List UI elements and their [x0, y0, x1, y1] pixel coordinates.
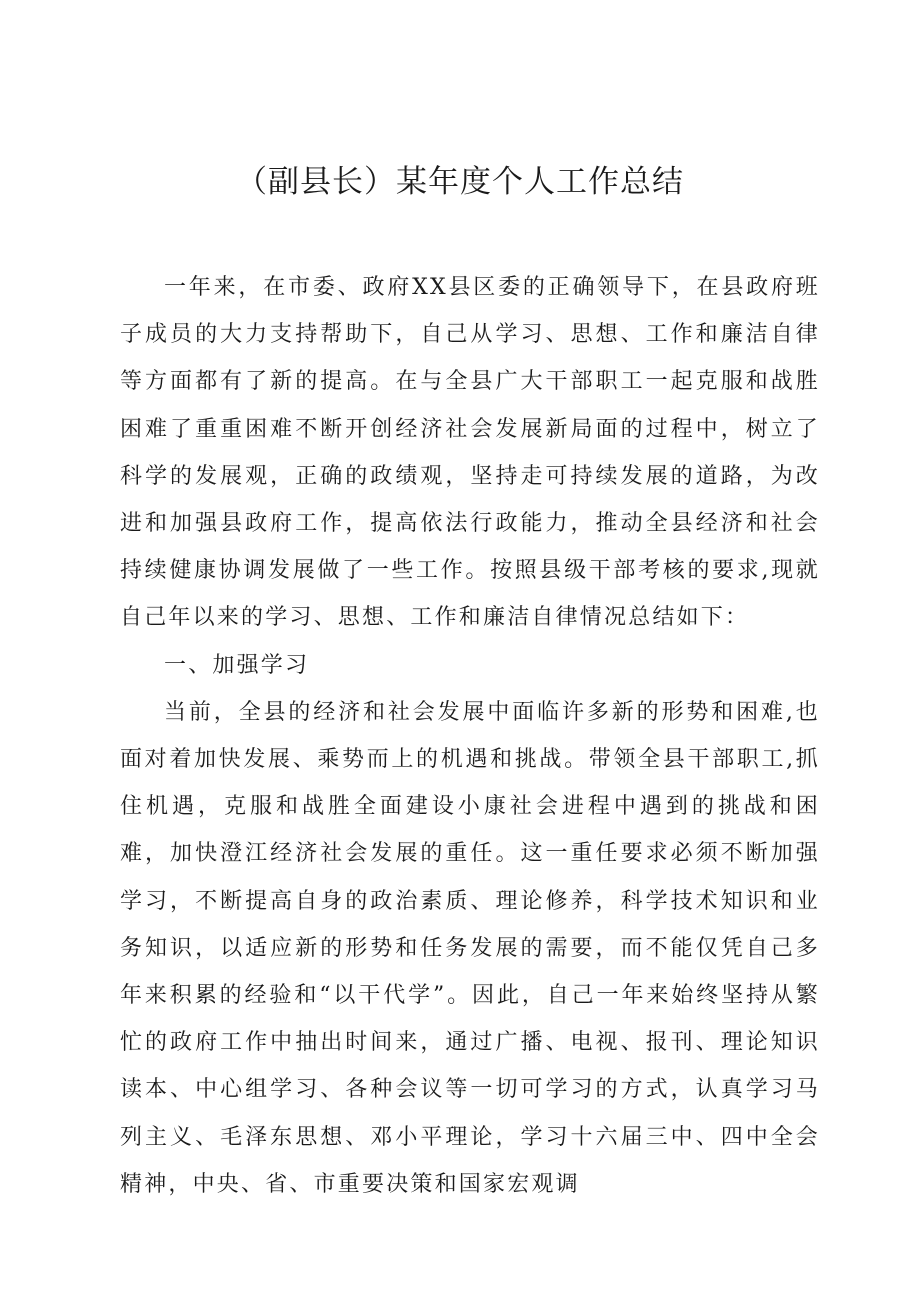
section-paragraph: 当前，全县的经济和社会发展中面临许多新的形势和困难,也面对着加快发展、乘势而上的机遇和挑战。带领全县干部职工,抓住机遇，克服和战胜全面建设小康社会进程中遇到的挑战和困难，加快澄江经济社会发展的重任。这一重任要求必须不断加强学习，不断提高自身的政治素质、理论修养，科学技术知识和业务知识，以适应新的形势和任务发展的需要，而不能仅凭自己多年来积累的经验和“以干代学”。因此，自己一年来始终坚持从繁忙的政府工作中抽出时间来，通过广播、电视、报刊、理论知识读本、中心组学习、各种会议等一切可学习的方式，认真学习马列主义、毛泽东思想、邓小平理论，学习十六届三中、四中全会精神，中央、省、市重要决策和国家宏观调	[120, 699, 820, 1197]
document-title: （副县长）某年度个人工作总结	[236, 164, 684, 200]
intro-paragraph: 一年来，在市委、政府XX县区委的正确领导下，在县政府班子成员的大力支持帮助下，自己从学习、思想、工作和廉洁自律等方面都有了新的提高。在与全县广大干部职工一起克服和战胜困难了重重困难不断开创经济社会发展新局面的过程中，树立了科学的发展观，正确的政绩观，坚持走可持续发展的道路，为改进和加强县政府工作，提高依法行政能力，推动全县经济和社会持续健康协调发展做了一些工作。按照县级干部考核的要求,现就自己年以来的学习、思想、工作和廉洁自律情况总结如下：	[120, 275, 820, 631]
section-heading: 一、加强学习	[164, 652, 310, 678]
document-body	[120, 264, 820, 1208]
